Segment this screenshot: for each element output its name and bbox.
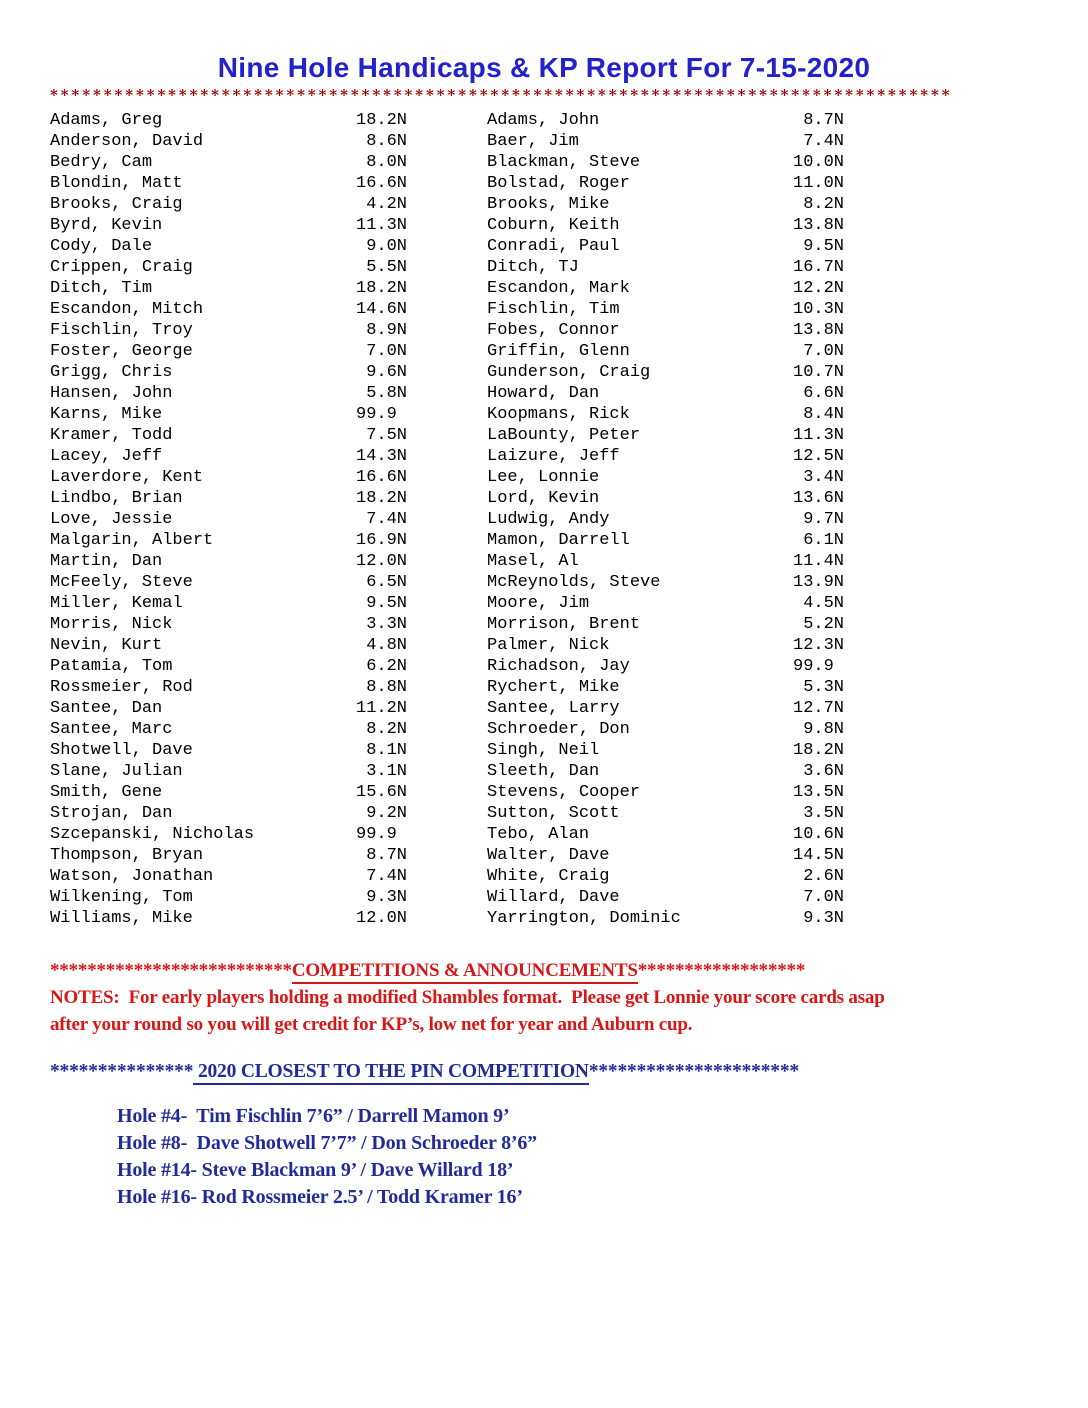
- player-handicap: 7.4N: [356, 867, 408, 886]
- roster-row: [50, 257, 1088, 278]
- player-handicap: 9.3N: [793, 909, 845, 928]
- player-name: Ditch, TJ: [487, 258, 579, 277]
- player-name: Baer, Jim: [487, 132, 579, 151]
- roster-row: [50, 761, 1088, 782]
- player-name: Hansen, John: [50, 384, 173, 403]
- player-name: Howard, Dan: [487, 384, 600, 403]
- player-name: Patamia, Tom: [50, 657, 173, 676]
- player-name: Conradi, Paul: [487, 237, 620, 256]
- player-handicap: 16.7N: [793, 258, 845, 277]
- kp-heading: [50, 1058, 1088, 1085]
- kp-hole-line: Hole #8- Dave Shotwell 7’7” / Don Schroeder 8’6”: [117, 1132, 537, 1154]
- roster-row: [50, 656, 1088, 677]
- player-name: LaBounty, Peter: [487, 426, 641, 445]
- kp-hole-results: [117, 1103, 1088, 1211]
- player-name: Wilkening, Tom: [50, 888, 193, 907]
- player-handicap: 7.0N: [793, 342, 845, 361]
- player-name: Escandon, Mark: [487, 279, 630, 298]
- player-name: Crippen, Craig: [50, 258, 193, 277]
- player-name: Morrison, Brent: [487, 615, 641, 634]
- roster-row: [50, 740, 1088, 761]
- roster-row: [50, 698, 1088, 719]
- player-name: Bolstad, Roger: [487, 174, 630, 193]
- player-handicap: 10.0N: [793, 153, 845, 172]
- notes-paragraph: [50, 984, 1088, 1038]
- player-name: Mamon, Darrell: [487, 531, 630, 550]
- player-name: Santee, Larry: [487, 699, 620, 718]
- player-handicap: 7.4N: [356, 510, 408, 529]
- roster-row: [50, 488, 1088, 509]
- roster-row: [50, 635, 1088, 656]
- roster-row: [50, 908, 1088, 929]
- player-handicap: 99.9: [793, 657, 845, 676]
- player-name: Adams, John: [487, 111, 600, 130]
- roster-row: [50, 215, 1088, 236]
- roster-row: [50, 551, 1088, 572]
- player-name: Walter, Dave: [487, 846, 610, 865]
- player-handicap: 8.4N: [793, 405, 845, 424]
- player-name: Martin, Dan: [50, 552, 163, 571]
- announcements-heading-label: COMPETITIONS & ANNOUNCEMENTS: [292, 960, 638, 984]
- player-name: Shotwell, Dave: [50, 741, 193, 760]
- player-handicap: 13.6N: [793, 489, 845, 508]
- player-handicap: 12.2N: [793, 279, 845, 298]
- player-name: Watson, Jonathan: [50, 867, 214, 886]
- player-handicap: 12.0N: [356, 552, 408, 571]
- player-name: Ludwig, Andy: [487, 510, 610, 529]
- player-name: Ditch, Tim: [50, 279, 153, 298]
- player-handicap: 5.2N: [793, 615, 845, 634]
- roster-row: [50, 887, 1088, 908]
- kp-hole-line: Hole #4- Tim Fischlin 7’6” / Darrell Mamon 9’: [117, 1105, 510, 1127]
- player-name: Rossmeier, Rod: [50, 678, 193, 697]
- player-handicap: 8.6N: [356, 132, 408, 151]
- player-handicap: 18.2N: [356, 111, 408, 130]
- roster-row: [50, 341, 1088, 362]
- player-name: Thompson, Bryan: [50, 846, 204, 865]
- player-handicap: 8.8N: [356, 678, 408, 697]
- player-name: Lee, Lonnie: [487, 468, 600, 487]
- player-handicap: 11.0N: [793, 174, 845, 193]
- player-name: White, Craig: [487, 867, 610, 886]
- player-handicap: 99.9: [356, 405, 408, 424]
- roster-row: [50, 362, 1088, 383]
- roster-row: [50, 467, 1088, 488]
- player-handicap: 10.6N: [793, 825, 845, 844]
- player-handicap: 9.0N: [356, 237, 408, 256]
- player-handicap: 3.3N: [356, 615, 408, 634]
- player-name: Tebo, Alan: [487, 825, 590, 844]
- player-handicap: 9.7N: [793, 510, 845, 529]
- player-handicap: 9.5N: [793, 237, 845, 256]
- player-name: Laizure, Jeff: [487, 447, 620, 466]
- player-handicap: 14.3N: [356, 447, 408, 466]
- player-name: Love, Jessie: [50, 510, 173, 529]
- player-handicap: 9.5N: [356, 594, 408, 613]
- player-name: Blackman, Steve: [487, 153, 641, 172]
- player-name: Santee, Marc: [50, 720, 173, 739]
- player-handicap: 8.2N: [793, 195, 845, 214]
- player-name: Smith, Gene: [50, 783, 163, 802]
- player-name: Escandon, Mitch: [50, 300, 204, 319]
- notes-line: NOTES: For early players holding a modified Shambles format. Please get Lonnie your score cards asap: [50, 987, 885, 1008]
- player-name: Masel, Al: [487, 552, 579, 571]
- player-handicap: 8.1N: [356, 741, 408, 760]
- player-handicap: 8.0N: [356, 153, 408, 172]
- player-name: Griffin, Glenn: [487, 342, 630, 361]
- player-handicap: 18.2N: [356, 279, 408, 298]
- player-handicap: 5.8N: [356, 384, 408, 403]
- player-handicap: 3.5N: [793, 804, 845, 823]
- player-handicap: 6.2N: [356, 657, 408, 676]
- player-name: Willard, Dave: [487, 888, 620, 907]
- player-name: Yarrington, Dominic: [487, 909, 681, 928]
- roster-row: [50, 803, 1088, 824]
- heading-stars-right: ******************: [637, 960, 806, 981]
- player-handicap: 11.2N: [356, 699, 408, 718]
- player-name: Sutton, Scott: [487, 804, 620, 823]
- roster-row: [50, 194, 1088, 215]
- player-handicap: 16.6N: [356, 468, 408, 487]
- roster-row: [50, 425, 1088, 446]
- handicap-roster: [50, 110, 1088, 929]
- player-handicap: 9.3N: [356, 888, 408, 907]
- player-name: Adams, Greg: [50, 111, 163, 130]
- player-handicap: 6.1N: [793, 531, 845, 550]
- player-handicap: 9.6N: [356, 363, 408, 382]
- player-name: Koopmans, Rick: [487, 405, 630, 424]
- player-name: Lord, Kevin: [487, 489, 600, 508]
- player-handicap: 13.9N: [793, 573, 845, 592]
- player-handicap: 12.3N: [793, 636, 845, 655]
- player-name: Stevens, Cooper: [487, 783, 641, 802]
- roster-row: [50, 824, 1088, 845]
- player-name: Rychert, Mike: [487, 678, 620, 697]
- player-handicap: 3.1N: [356, 762, 408, 781]
- player-handicap: 99.9: [356, 825, 408, 844]
- player-handicap: 13.5N: [793, 783, 845, 802]
- roster-row: [50, 320, 1088, 341]
- kp-hole-line: Hole #16- Rod Rossmeier 2.5’ / Todd Kramer 16’: [117, 1186, 523, 1208]
- player-handicap: 16.9N: [356, 531, 408, 550]
- player-handicap: 2.6N: [793, 867, 845, 886]
- player-name: McReynolds, Steve: [487, 573, 661, 592]
- player-name: Fischlin, Tim: [487, 300, 620, 319]
- roster-row: [50, 446, 1088, 467]
- roster-row: [50, 110, 1088, 131]
- player-handicap: 14.5N: [793, 846, 845, 865]
- player-name: Brooks, Mike: [487, 195, 610, 214]
- player-handicap: 4.8N: [356, 636, 408, 655]
- roster-row: [50, 782, 1088, 803]
- player-name: Grigg, Chris: [50, 363, 173, 382]
- player-name: Schroeder, Don: [487, 720, 630, 739]
- announcements-heading: [50, 958, 1088, 984]
- roster-row: [50, 593, 1088, 614]
- player-handicap: 8.7N: [356, 846, 408, 865]
- player-name: Morris, Nick: [50, 615, 173, 634]
- stars-separator: ************************************************************************************: [50, 88, 953, 102]
- kp-hole-line: Hole #14- Steve Blackman 9’ / Dave Willard 18’: [117, 1159, 514, 1181]
- player-handicap: 5.5N: [356, 258, 408, 277]
- kp-stars-left: ***************: [50, 1061, 194, 1082]
- player-handicap: 18.2N: [793, 741, 845, 760]
- player-handicap: 8.7N: [793, 111, 845, 130]
- player-handicap: 10.7N: [793, 363, 845, 382]
- roster-row: [50, 299, 1088, 320]
- kp-heading-label: 2020 CLOSEST TO THE PIN COMPETITION: [193, 1061, 589, 1085]
- player-handicap: 3.4N: [793, 468, 845, 487]
- player-name: Szcepanski, Nicholas: [50, 825, 255, 844]
- player-handicap: 14.6N: [356, 300, 408, 319]
- roster-row: [50, 572, 1088, 593]
- roster-row: [50, 509, 1088, 530]
- player-handicap: 11.3N: [356, 216, 408, 235]
- player-name: Strojan, Dan: [50, 804, 173, 823]
- player-handicap: 4.2N: [356, 195, 408, 214]
- player-name: Laverdore, Kent: [50, 468, 204, 487]
- player-name: Anderson, David: [50, 132, 204, 151]
- roster-row: [50, 278, 1088, 299]
- roster-row: [50, 866, 1088, 887]
- roster-row: [50, 152, 1088, 173]
- player-handicap: 6.5N: [356, 573, 408, 592]
- player-handicap: 12.7N: [793, 699, 845, 718]
- player-name: Palmer, Nick: [487, 636, 610, 655]
- player-name: McFeely, Steve: [50, 573, 193, 592]
- roster-row: [50, 383, 1088, 404]
- roster-row: [50, 845, 1088, 866]
- player-handicap: 4.5N: [793, 594, 845, 613]
- player-name: Sleeth, Dan: [487, 762, 600, 781]
- roster-row: [50, 614, 1088, 635]
- roster-row: [50, 404, 1088, 425]
- player-name: Cody, Dale: [50, 237, 153, 256]
- player-handicap: 8.9N: [356, 321, 408, 340]
- player-name: Karns, Mike: [50, 405, 163, 424]
- player-name: Fobes, Connor: [487, 321, 620, 340]
- player-handicap: 11.3N: [793, 426, 845, 445]
- player-handicap: 16.6N: [356, 174, 408, 193]
- player-name: Santee, Dan: [50, 699, 163, 718]
- player-name: Blondin, Matt: [50, 174, 183, 193]
- player-name: Moore, Jim: [487, 594, 590, 613]
- roster-row: [50, 677, 1088, 698]
- player-handicap: 10.3N: [793, 300, 845, 319]
- player-name: Lindbo, Brian: [50, 489, 183, 508]
- roster-row: [50, 173, 1088, 194]
- heading-stars-left: **************************: [50, 960, 292, 981]
- player-handicap: 6.6N: [793, 384, 845, 403]
- player-name: Miller, Kemal: [50, 594, 183, 613]
- player-name: Brooks, Craig: [50, 195, 183, 214]
- player-name: Coburn, Keith: [487, 216, 620, 235]
- player-name: Fischlin, Troy: [50, 321, 193, 340]
- kp-stars-right: **********************: [588, 1061, 799, 1082]
- player-handicap: 12.5N: [793, 447, 845, 466]
- player-handicap: 3.6N: [793, 762, 845, 781]
- notes-line: after your round so you will get credit for KP’s, low net for year and Auburn cup.: [50, 1014, 693, 1035]
- player-name: Malgarin, Albert: [50, 531, 214, 550]
- player-handicap: 15.6N: [356, 783, 408, 802]
- player-handicap: 5.3N: [793, 678, 845, 697]
- player-handicap: 9.2N: [356, 804, 408, 823]
- player-handicap: 9.8N: [793, 720, 845, 739]
- player-handicap: 7.5N: [356, 426, 408, 445]
- roster-row: [50, 719, 1088, 740]
- player-handicap: 12.0N: [356, 909, 408, 928]
- player-name: Kramer, Todd: [50, 426, 173, 445]
- player-name: Nevin, Kurt: [50, 636, 163, 655]
- player-handicap: 7.0N: [356, 342, 408, 361]
- player-name: Slane, Julian: [50, 762, 183, 781]
- player-handicap: 11.4N: [793, 552, 845, 571]
- player-handicap: 13.8N: [793, 321, 845, 340]
- player-name: Richadson, Jay: [487, 657, 630, 676]
- player-handicap: 7.0N: [793, 888, 845, 907]
- player-name: Singh, Neil: [487, 741, 600, 760]
- player-name: Williams, Mike: [50, 909, 193, 928]
- roster-row: [50, 530, 1088, 551]
- player-name: Foster, George: [50, 342, 193, 361]
- player-name: Bedry, Cam: [50, 153, 153, 172]
- roster-row: [50, 131, 1088, 152]
- player-handicap: 13.8N: [793, 216, 845, 235]
- page-title: Nine Hole Handicaps & KP Report For 7-15-2020: [217, 52, 871, 83]
- player-name: Byrd, Kevin: [50, 216, 163, 235]
- player-handicap: 18.2N: [356, 489, 408, 508]
- player-handicap: 7.4N: [793, 132, 845, 151]
- roster-row: [50, 236, 1088, 257]
- player-handicap: 8.2N: [356, 720, 408, 739]
- player-name: Gunderson, Craig: [487, 363, 651, 382]
- player-name: Lacey, Jeff: [50, 447, 163, 466]
